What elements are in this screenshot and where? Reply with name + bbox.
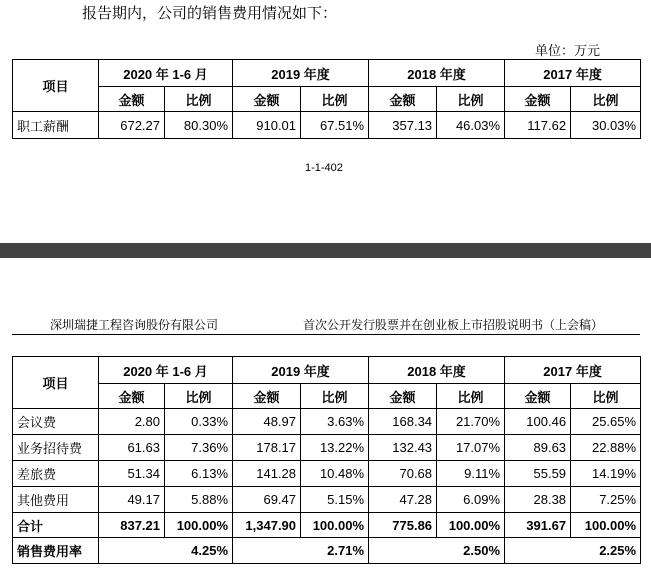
- cell-ratio: 6.09%: [437, 487, 505, 513]
- cell-amount: 178.17: [233, 435, 301, 461]
- cell-ratio: 21.70%: [437, 409, 505, 435]
- table-row: [13, 112, 641, 139]
- header-period: 2020 年 1-6 月: [99, 357, 233, 384]
- total-ratio: 100.00%: [165, 513, 233, 538]
- header-ratio: 比例: [165, 384, 233, 409]
- header-amount: 金额: [369, 87, 437, 112]
- header-ratio: 比例: [301, 87, 369, 112]
- rate-value: 4.25%: [99, 538, 233, 564]
- row-label: 业务招待费: [13, 435, 99, 461]
- cell-ratio: 9.11%: [437, 461, 505, 487]
- total-amount: 775.86: [369, 513, 437, 538]
- header-period: 2019 年度: [233, 357, 369, 384]
- header-ratio: 比例: [301, 384, 369, 409]
- header-period: 2017 年度: [505, 60, 641, 87]
- header-item: 项目: [13, 60, 99, 112]
- header-ratio: 比例: [165, 87, 233, 112]
- expense-table-page2: [12, 356, 641, 564]
- cell-ratio: 46.03%: [437, 112, 505, 139]
- intro-text: 报告期内，公司的销售费用情况如下：: [82, 4, 338, 22]
- cell-amount: 168.34: [369, 409, 437, 435]
- cell-ratio: 17.07%: [437, 435, 505, 461]
- total-ratio: 100.00%: [437, 513, 505, 538]
- table-row: [13, 435, 641, 461]
- header-rule: [12, 334, 640, 335]
- total-amount: 1,347.90: [233, 513, 301, 538]
- cell-amount: 672.27: [99, 112, 165, 139]
- header-amount: 金额: [505, 384, 571, 409]
- total-label: 合计: [13, 513, 99, 538]
- rate-label: 销售费用率: [13, 538, 99, 564]
- cell-ratio: 13.22%: [301, 435, 369, 461]
- cell-ratio: 7.36%: [165, 435, 233, 461]
- total-amount: 837.21: [99, 513, 165, 538]
- total-amount: 391.67: [505, 513, 571, 538]
- cell-amount: 89.63: [505, 435, 571, 461]
- header-ratio: 比例: [437, 87, 505, 112]
- row-label: 其他费用: [13, 487, 99, 513]
- cell-amount: 61.63: [99, 435, 165, 461]
- header-period: 2018 年度: [369, 60, 505, 87]
- total-ratio: 100.00%: [301, 513, 369, 538]
- cell-amount: 141.28: [233, 461, 301, 487]
- sales-expense-rate-row: [13, 538, 641, 564]
- page-number: 1-1-402: [305, 162, 343, 174]
- cell-amount: 69.47: [233, 487, 301, 513]
- cell-ratio: 0.33%: [165, 409, 233, 435]
- expense-table-page1: [12, 59, 641, 139]
- cell-ratio: 3.63%: [301, 409, 369, 435]
- header-ratio: 比例: [571, 87, 641, 112]
- total-ratio: 100.00%: [571, 513, 641, 538]
- cell-ratio: 14.19%: [571, 461, 641, 487]
- cell-ratio: 30.03%: [571, 112, 641, 139]
- header-ratio: 比例: [437, 384, 505, 409]
- cell-ratio: 25.65%: [571, 409, 641, 435]
- header-period: 2018 年度: [369, 357, 505, 384]
- cell-ratio: 80.30%: [165, 112, 233, 139]
- header-amount: 金额: [99, 87, 165, 112]
- cell-ratio: 6.13%: [165, 461, 233, 487]
- table-row: [13, 409, 641, 435]
- cell-ratio: 67.51%: [301, 112, 369, 139]
- total-row: [13, 513, 641, 538]
- row-label: 职工薪酬: [13, 112, 99, 139]
- cell-amount: 357.13: [369, 112, 437, 139]
- row-label: 差旅费: [13, 461, 99, 487]
- cell-amount: 132.43: [369, 435, 437, 461]
- rate-value: 2.50%: [369, 538, 505, 564]
- cell-amount: 70.68: [369, 461, 437, 487]
- header-period: 2019 年度: [233, 60, 369, 87]
- header-item: 项目: [13, 357, 99, 409]
- rate-value: 2.71%: [233, 538, 369, 564]
- header-amount: 金额: [505, 87, 571, 112]
- cell-amount: 55.59: [505, 461, 571, 487]
- cell-amount: 28.38: [505, 487, 571, 513]
- cell-amount: 910.01: [233, 112, 301, 139]
- cell-amount: 100.46: [505, 409, 571, 435]
- running-header-company: 深圳瑞捷工程咨询股份有限公司: [50, 318, 219, 332]
- header-period: 2017 年度: [505, 357, 641, 384]
- cell-amount: 117.62: [505, 112, 571, 139]
- cell-ratio: 7.25%: [571, 487, 641, 513]
- unit-label: 单位：万元: [535, 44, 601, 59]
- cell-amount: 48.97: [233, 409, 301, 435]
- cell-ratio: 5.88%: [165, 487, 233, 513]
- cell-ratio: 5.15%: [301, 487, 369, 513]
- cell-ratio: 10.48%: [301, 461, 369, 487]
- page-separator: [0, 243, 651, 258]
- row-label: 会议费: [13, 409, 99, 435]
- cell-ratio: 22.88%: [571, 435, 641, 461]
- header-period: 2020 年 1-6 月: [99, 60, 233, 87]
- table-row: [13, 487, 641, 513]
- cell-amount: 2.80: [99, 409, 165, 435]
- running-header-document: 首次公开发行股票并在创业板上市招股说明书（上会稿）: [303, 318, 604, 332]
- rate-value: 2.25%: [505, 538, 641, 564]
- header-amount: 金额: [369, 384, 437, 409]
- cell-amount: 47.28: [369, 487, 437, 513]
- cell-amount: 51.34: [99, 461, 165, 487]
- header-amount: 金额: [233, 87, 301, 112]
- header-amount: 金额: [233, 384, 301, 409]
- header-amount: 金额: [99, 384, 165, 409]
- table-row: [13, 461, 641, 487]
- cell-amount: 49.17: [99, 487, 165, 513]
- header-ratio: 比例: [571, 384, 641, 409]
